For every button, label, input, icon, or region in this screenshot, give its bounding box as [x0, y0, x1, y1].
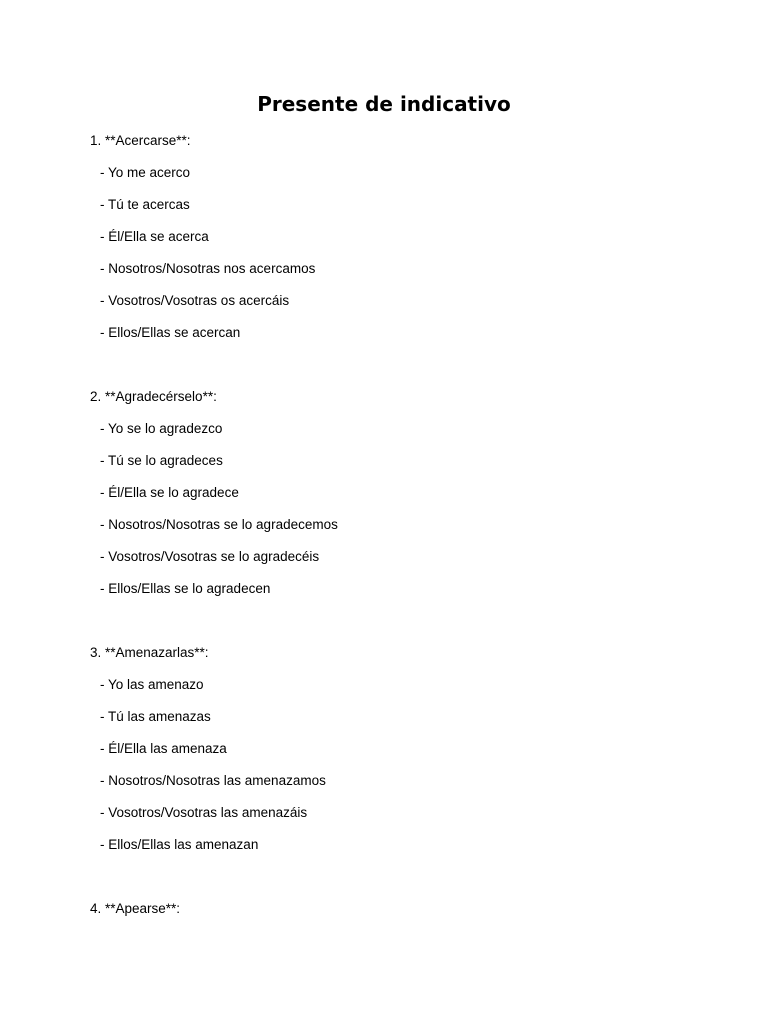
conjugation-item: - Ellos/Ellas se lo agradecen [100, 581, 271, 596]
verb-heading: 2. **Agradecérselo**: [90, 389, 217, 404]
verb-section-apearse [90, 898, 710, 930]
verb-section-amenazarlas [90, 642, 710, 866]
conjugation-item: - Ellos/Ellas se acercan [100, 325, 241, 340]
conjugation-item: - Yo se lo agradezco [100, 421, 223, 436]
conjugation-list [90, 162, 710, 354]
verb-heading: 4. **Apearse**: [90, 901, 181, 916]
conjugation-item: - Él/Ella las amenaza [100, 741, 227, 756]
conjugation-list [90, 674, 710, 866]
conjugation-item: - Vosotros/Vosotras las amenazáis [100, 805, 308, 820]
verb-heading: 3. **Amenazarlas**: [90, 645, 209, 660]
conjugation-item: - Vosotros/Vosotras se lo agradecéis [100, 549, 320, 564]
verb-section-agradecerselo [90, 386, 710, 610]
conjugation-item: - Tú te acercas [100, 197, 190, 212]
conjugation-item: - Tú se lo agradeces [100, 453, 223, 468]
conjugation-item: - Nosotros/Nosotras nos acercamos [100, 261, 316, 276]
conjugation-item: - Vosotros/Vosotras os acercáis [100, 293, 290, 308]
document-body [90, 130, 710, 962]
conjugation-item: - Nosotros/Nosotras las amenazamos [100, 773, 326, 788]
conjugation-item: - Él/Ella se lo agradece [100, 485, 239, 500]
conjugation-item: - Él/Ella se acerca [100, 229, 209, 244]
conjugation-item: - Yo las amenazo [100, 677, 204, 692]
page-title: Presente de indicativo [257, 92, 511, 116]
conjugation-item: - Yo me acerco [100, 165, 191, 180]
conjugation-item: - Nosotros/Nosotras se lo agradecemos [100, 517, 338, 532]
verb-section-acercarse [90, 130, 710, 354]
conjugation-item: - Ellos/Ellas las amenazan [100, 837, 259, 852]
conjugation-item: - Tú las amenazas [100, 709, 211, 724]
conjugation-list [90, 418, 710, 610]
verb-heading: 1. **Acercarse**: [90, 133, 191, 148]
